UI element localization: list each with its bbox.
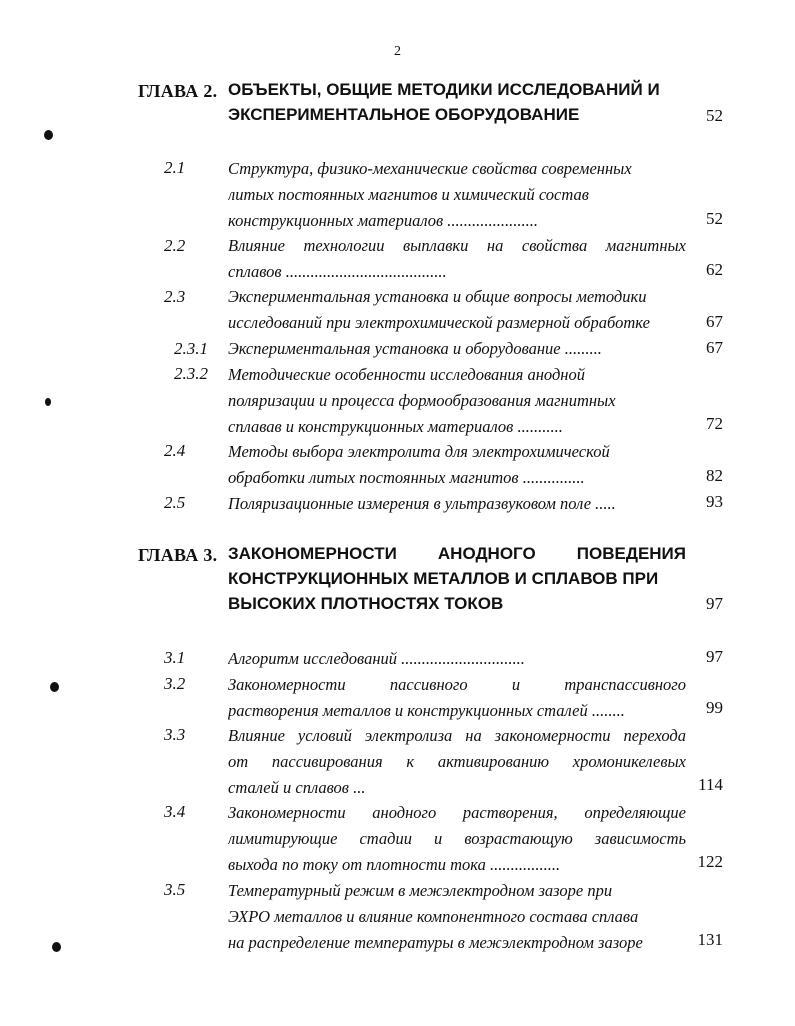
section-page: 99 <box>706 698 723 717</box>
section-page: 93 <box>706 492 723 511</box>
section-title: Методические особенности исследования анодной поляризации и процесса формообразования магнитных сплавав и конструкционных материалов ........... <box>228 365 616 436</box>
section-title: Закономерности пассивного и транспассивного растворения металлов и конструкционных сталей ........ <box>228 675 686 720</box>
scan-mark <box>50 682 59 692</box>
scan-mark <box>45 398 51 406</box>
chapter-title: ЗАКОНОМЕРНОСТИ АНОДНОГО ПОВЕДЕНИЯ КОНСТРУКЦИОННЫХ МЕТАЛЛОВ И СПЛАВОВ ПРИ ВЫСОКИХ ПЛОТНОСТЯХ ТОКОВ <box>228 544 686 613</box>
scan-mark <box>52 942 61 952</box>
section-number: 2.3.1 <box>174 339 208 358</box>
section-number: 2.3 <box>164 287 186 306</box>
section-title: Закономерности анодного растворения, определяющие лимитирующие стадии и возрастающую зависимость выхода по току от плотности тока ................. <box>228 803 686 874</box>
page-number: 2 <box>394 44 401 59</box>
section-page: 72 <box>706 414 723 433</box>
section-number: 2.5 <box>164 493 186 512</box>
chapter-title: ОБЪЕКТЫ, ОБЩИЕ МЕТОДИКИ ИССЛЕДОВАНИЙ И ЭКСПЕРИМЕНТАЛЬНОЕ ОБОРУДОВАНИЕ <box>228 80 660 124</box>
section-page: 67 <box>706 338 723 357</box>
section-number: 2.4 <box>164 441 186 460</box>
chapter-page: 52 <box>706 106 723 125</box>
section-title: Экспериментальная установка и общие вопросы методики исследований при электрохимической размерной обработке <box>228 287 650 332</box>
section-number: 2.3.2 <box>174 364 208 383</box>
section-page: 52 <box>706 209 723 228</box>
section-number: 3.2 <box>164 674 186 693</box>
section-title: Алгоритм исследований .............................. <box>228 649 525 668</box>
section-title: Структура, физико-механические свойства современных литых постоянных магнитов и химический состав конструкционных материалов ...................... <box>228 159 632 230</box>
chapter-label: ГЛАВА 2. <box>138 81 218 101</box>
section-title: Поляризационные измерения в ультразвуковом поле ..... <box>228 494 616 513</box>
section-number: 3.4 <box>164 802 186 821</box>
section-title: Температурный режим в межэлектродном зазоре при ЭХРО металлов и влияние компонентного состава сплава на распределение температуры в межэлектродном зазоре <box>228 881 643 952</box>
scan-mark <box>44 130 53 140</box>
section-page: 62 <box>706 260 723 279</box>
section-page: 97 <box>706 647 723 666</box>
chapter-page: 97 <box>706 594 723 613</box>
section-title: Влияние условий электролиза на закономерности перехода от пассивирования к активированию хромоникелевых сталей и сплавов ... <box>228 726 686 797</box>
section-number: 2.1 <box>164 158 186 177</box>
section-title: Экспериментальная установка и оборудование ......... <box>228 339 602 358</box>
section-number: 3.5 <box>164 880 186 899</box>
section-page: 122 <box>697 852 723 871</box>
section-page: 67 <box>706 312 723 331</box>
chapter-label: ГЛАВА 3. <box>138 545 218 565</box>
section-number: 3.3 <box>164 725 186 744</box>
section-page: 114 <box>698 775 723 794</box>
section-title: Влияние технологии выплавки на свойства магнитных сплавов ....................................... <box>228 236 686 281</box>
section-title: Методы выбора электролита для электрохимической обработки литых постоянных магнитов ............... <box>228 442 610 487</box>
section-number: 2.2 <box>164 236 186 255</box>
section-page: 82 <box>706 466 723 485</box>
section-number: 3.1 <box>164 648 186 667</box>
section-page: 131 <box>697 930 723 949</box>
